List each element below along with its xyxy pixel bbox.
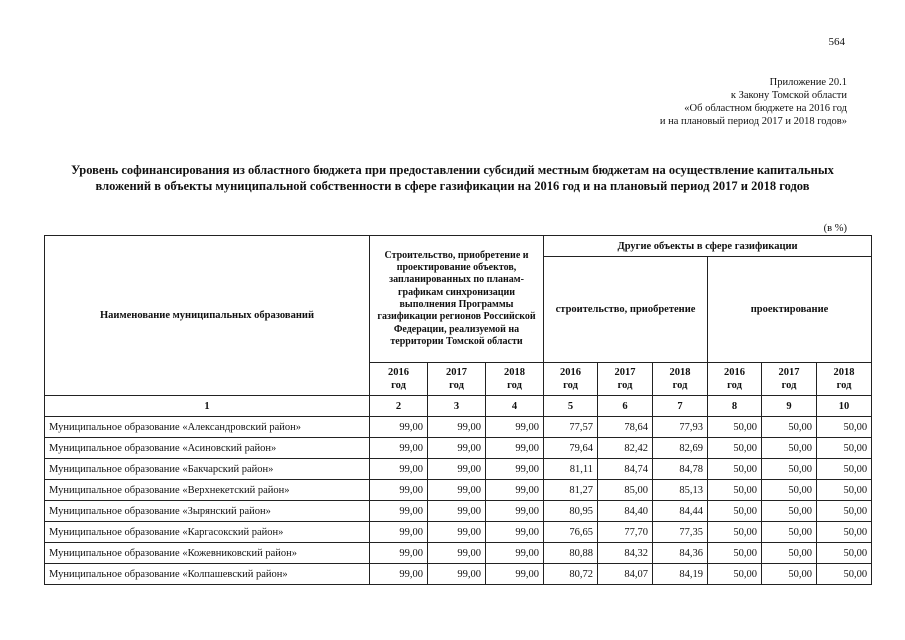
cofinancing-value: 99,00 [428, 543, 486, 564]
cofinancing-value: 99,00 [428, 459, 486, 480]
header-column-numbers [45, 396, 872, 417]
cofinancing-value: 50,00 [762, 543, 817, 564]
cofinancing-value: 99,00 [370, 459, 428, 480]
cofinancing-value: 99,00 [486, 501, 544, 522]
appendix-line: и на плановый период 2017 и 2018 годов» [659, 116, 847, 127]
header-other-objects: Другие объекты в сфере газификации [544, 236, 872, 257]
cofinancing-value: 99,00 [370, 501, 428, 522]
cofinancing-value: 99,00 [428, 501, 486, 522]
cofinancing-value: 84,32 [598, 543, 653, 564]
header-column-number: 9 [762, 396, 817, 417]
cofinancing-value: 50,00 [708, 459, 762, 480]
cofinancing-value: 50,00 [817, 459, 872, 480]
header-column-number: 7 [653, 396, 708, 417]
municipality-name: Муниципальное образование «Бакчарский район» [45, 459, 370, 480]
municipality-name: Муниципальное образование «Зырянский район» [45, 501, 370, 522]
cofinancing-value: 99,00 [370, 543, 428, 564]
municipality-name: Муниципальное образование «Каргасокский район» [45, 522, 370, 543]
cofinancing-value: 99,00 [428, 438, 486, 459]
municipality-name: Муниципальное образование «Колпашевский район» [45, 564, 370, 585]
header-column-number: 1 [45, 396, 370, 417]
header-column-number: 10 [817, 396, 872, 417]
table-row [45, 417, 872, 438]
cofinancing-value: 50,00 [708, 438, 762, 459]
cofinancing-value: 50,00 [817, 522, 872, 543]
cofinancing-value: 50,00 [708, 522, 762, 543]
cofinancing-value: 99,00 [370, 417, 428, 438]
table-row [45, 522, 872, 543]
cofinancing-value: 84,44 [653, 501, 708, 522]
cofinancing-value: 50,00 [762, 438, 817, 459]
header-year: 2016 год [544, 363, 598, 396]
header-year: 2016 год [370, 363, 428, 396]
cofinancing-value: 50,00 [708, 543, 762, 564]
header-construction: строительство, приобретение [544, 257, 708, 363]
cofinancing-value: 50,00 [762, 480, 817, 501]
cofinancing-value: 77,35 [653, 522, 708, 543]
cofinancing-value: 50,00 [817, 501, 872, 522]
appendix-line: «Об областном бюджете на 2016 год [684, 103, 847, 114]
appendix-line: к Закону Томской области [730, 90, 847, 101]
cofinancing-value: 50,00 [817, 417, 872, 438]
cofinancing-value: 85,00 [598, 480, 653, 501]
cofinancing-value: 84,36 [653, 543, 708, 564]
cofinancing-value: 99,00 [370, 564, 428, 585]
cofinancing-value: 99,00 [370, 522, 428, 543]
header-sync-program: Строительство, приобретение и проектирование объектов, запланированных по планам-графикам синхронизации выполнения Программы газификации регионов Российской Федерации, реализуемой на территории Томской области [370, 236, 544, 363]
header-column-number: 3 [428, 396, 486, 417]
municipality-name: Муниципальное образование «Асиновский район» [45, 438, 370, 459]
header-year: 2016 год [708, 363, 762, 396]
cofinancing-value: 50,00 [817, 564, 872, 585]
municipality-name: Муниципальное образование «Верхнекетский район» [45, 480, 370, 501]
cofinancing-value: 50,00 [708, 564, 762, 585]
cofinancing-value: 84,40 [598, 501, 653, 522]
table-row [45, 459, 872, 480]
cofinancing-value: 99,00 [428, 480, 486, 501]
cofinancing-value: 50,00 [762, 501, 817, 522]
cofinancing-value: 84,74 [598, 459, 653, 480]
cofinancing-value: 80,72 [544, 564, 598, 585]
appendix-note [660, 76, 847, 128]
header-municipality: Наименование муниципальных образований [45, 236, 370, 396]
cofinancing-value: 99,00 [486, 480, 544, 501]
cofinancing-value: 50,00 [762, 459, 817, 480]
cofinancing-value: 50,00 [708, 417, 762, 438]
cofinancing-value: 99,00 [370, 438, 428, 459]
table-row [45, 564, 872, 585]
appendix-line: Приложение 20.1 [769, 77, 847, 88]
table-row [45, 501, 872, 522]
cofinancing-value: 50,00 [817, 438, 872, 459]
header-year: 2018 год [653, 363, 708, 396]
cofinancing-value: 99,00 [486, 564, 544, 585]
cofinancing-value: 50,00 [817, 480, 872, 501]
cofinancing-value: 99,00 [486, 459, 544, 480]
cofinancing-value: 85,13 [653, 480, 708, 501]
cofinancing-value: 50,00 [708, 480, 762, 501]
cofinancing-value: 50,00 [708, 501, 762, 522]
cofinancing-value: 99,00 [428, 564, 486, 585]
cofinancing-value: 82,42 [598, 438, 653, 459]
cofinancing-table [44, 235, 872, 585]
cofinancing-value: 80,95 [544, 501, 598, 522]
cofinancing-value: 79,64 [544, 438, 598, 459]
cofinancing-value: 78,64 [598, 417, 653, 438]
header-design: проектирование [708, 257, 872, 363]
table-body [45, 417, 872, 585]
header-year: 2018 год [486, 363, 544, 396]
cofinancing-value: 82,69 [653, 438, 708, 459]
cofinancing-value: 99,00 [486, 417, 544, 438]
cofinancing-value: 50,00 [817, 543, 872, 564]
table-row [45, 543, 872, 564]
municipality-name: Муниципальное образование «Кожевниковский район» [45, 543, 370, 564]
header-year: 2017 год [598, 363, 653, 396]
cofinancing-value: 99,00 [370, 480, 428, 501]
cofinancing-value: 81,27 [544, 480, 598, 501]
header-year: 2017 год [762, 363, 817, 396]
table-row [45, 480, 872, 501]
cofinancing-value: 77,57 [544, 417, 598, 438]
header-column-number: 2 [370, 396, 428, 417]
municipality-name: Муниципальное образование «Александровский район» [45, 417, 370, 438]
cofinancing-value: 99,00 [486, 438, 544, 459]
header-year: 2017 год [428, 363, 486, 396]
cofinancing-value: 84,19 [653, 564, 708, 585]
unit-note: (в %) [823, 223, 847, 234]
cofinancing-value: 99,00 [486, 522, 544, 543]
header-year: 2018 год [817, 363, 872, 396]
cofinancing-value: 77,93 [653, 417, 708, 438]
cofinancing-value: 99,00 [428, 417, 486, 438]
table-row [45, 438, 872, 459]
cofinancing-value: 50,00 [762, 417, 817, 438]
cofinancing-value: 80,88 [544, 543, 598, 564]
cofinancing-value: 99,00 [428, 522, 486, 543]
header-column-number: 4 [486, 396, 544, 417]
cofinancing-value: 77,70 [598, 522, 653, 543]
header-column-number: 5 [544, 396, 598, 417]
header-column-number: 6 [598, 396, 653, 417]
cofinancing-value: 84,78 [653, 459, 708, 480]
page-number: 564 [828, 36, 845, 48]
cofinancing-value: 50,00 [762, 522, 817, 543]
cofinancing-value: 81,11 [544, 459, 598, 480]
cofinancing-value: 50,00 [762, 564, 817, 585]
cofinancing-value: 76,65 [544, 522, 598, 543]
header-column-number: 8 [708, 396, 762, 417]
cofinancing-value: 99,00 [486, 543, 544, 564]
document-title: Уровень софинансирования из областного бюджета при предоставлении субсидий местным бюджетам на осуществление капитальных вложений в объекты муниципальной собственности в сфере газификации на 2016 год и на плановый период 2017 и 2018 годов [71, 163, 834, 193]
cofinancing-value: 84,07 [598, 564, 653, 585]
